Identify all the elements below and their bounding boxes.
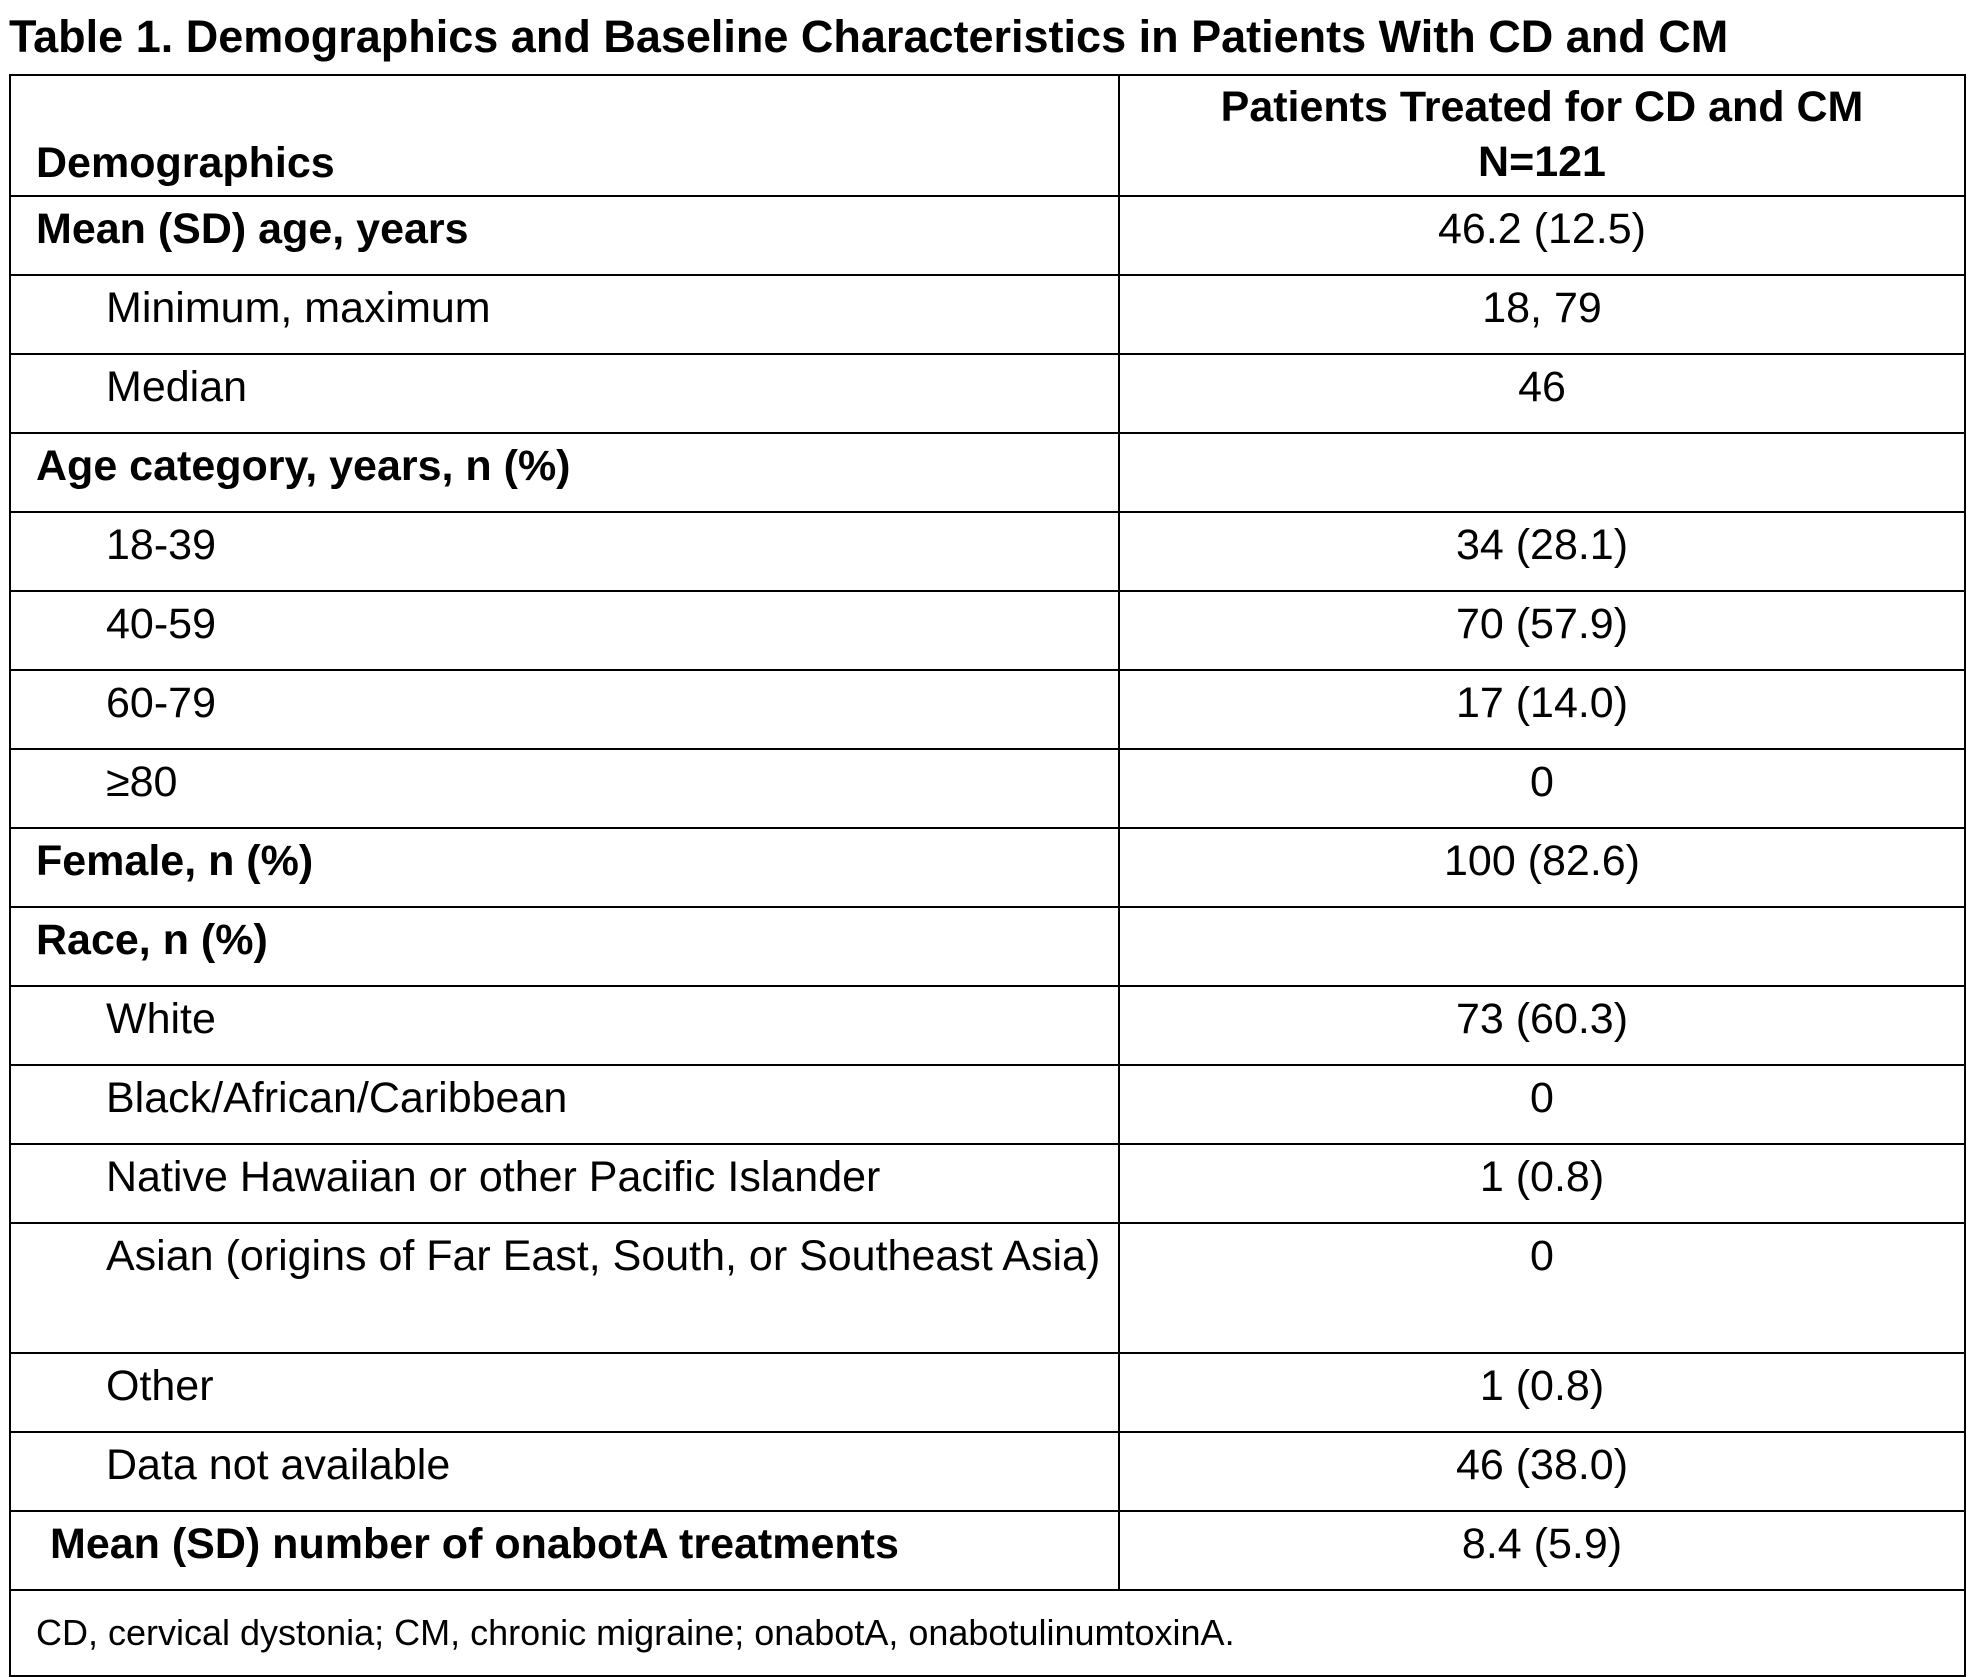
table-row (10, 986, 1965, 1065)
table-row (10, 354, 1965, 433)
table-row (10, 1511, 1965, 1590)
row-value: 0 (1119, 1223, 1965, 1353)
row-value: 46.2 (12.5) (1119, 196, 1965, 275)
table-row (10, 670, 1965, 749)
row-label: Native Hawaiian or other Pacific Islander (10, 1144, 1119, 1223)
row-label: Minimum, maximum (10, 275, 1119, 354)
row-label: Asian (origins of Far East, South, or Southeast Asia) (10, 1223, 1119, 1353)
row-label: Data not available (10, 1432, 1119, 1511)
column-header-demographics: Demographics (10, 75, 1119, 196)
table-row (10, 828, 1965, 907)
row-value: 8.4 (5.9) (1119, 1511, 1965, 1590)
row-value: 46 (1119, 354, 1965, 433)
row-value: 70 (57.9) (1119, 591, 1965, 670)
row-value (1119, 433, 1965, 512)
table-row (10, 196, 1965, 275)
table-row (10, 1144, 1965, 1223)
table-row (10, 1223, 1965, 1353)
table-row (10, 1065, 1965, 1144)
row-label: ≥80 (10, 749, 1119, 828)
table-footnote-row (10, 1590, 1965, 1676)
row-value: 1 (0.8) (1119, 1353, 1965, 1432)
row-label: Mean (SD) number of onabotA treatments (10, 1511, 1119, 1590)
table-footnote: CD, cervical dystonia; CM, chronic migraine; onabotA, onabotulinumtoxinA. (10, 1590, 1965, 1676)
column-header-patients (1119, 75, 1965, 196)
row-value: 17 (14.0) (1119, 670, 1965, 749)
row-label: 18-39 (10, 512, 1119, 591)
row-label: Other (10, 1353, 1119, 1432)
row-value: 0 (1119, 749, 1965, 828)
table-row (10, 1353, 1965, 1432)
table-row (10, 433, 1965, 512)
row-label: Black/African/Caribbean (10, 1065, 1119, 1144)
row-label: 60-79 (10, 670, 1119, 749)
row-label: Age category, years, n (%) (10, 433, 1119, 512)
row-label: White (10, 986, 1119, 1065)
column-header-patients-title: Patients Treated for CD and CM (1220, 83, 1864, 131)
row-value: 1 (0.8) (1119, 1144, 1965, 1223)
table-header-row (10, 75, 1965, 196)
row-value: 46 (38.0) (1119, 1432, 1965, 1511)
row-value: 34 (28.1) (1119, 512, 1965, 591)
row-label: Mean (SD) age, years (10, 196, 1119, 275)
row-value: 73 (60.3) (1119, 986, 1965, 1065)
table-row (10, 749, 1965, 828)
row-label: Female, n (%) (10, 828, 1119, 907)
table-row (10, 591, 1965, 670)
row-value: 18, 79 (1119, 275, 1965, 354)
table-row (10, 1432, 1965, 1511)
row-value: 0 (1119, 1065, 1965, 1144)
row-label: Race, n (%) (10, 907, 1119, 986)
table-row (10, 907, 1965, 986)
table-row (10, 512, 1965, 591)
column-header-patients-n: N=121 (1478, 138, 1606, 186)
table-row (10, 275, 1965, 354)
demographics-table (9, 74, 1966, 1677)
row-label: Median (10, 354, 1119, 433)
table-title: Table 1. Demographics and Baseline Characteristics in Patients With CD and CM (9, 11, 1729, 62)
row-value (1119, 907, 1965, 986)
row-value: 100 (82.6) (1119, 828, 1965, 907)
row-label: 40-59 (10, 591, 1119, 670)
